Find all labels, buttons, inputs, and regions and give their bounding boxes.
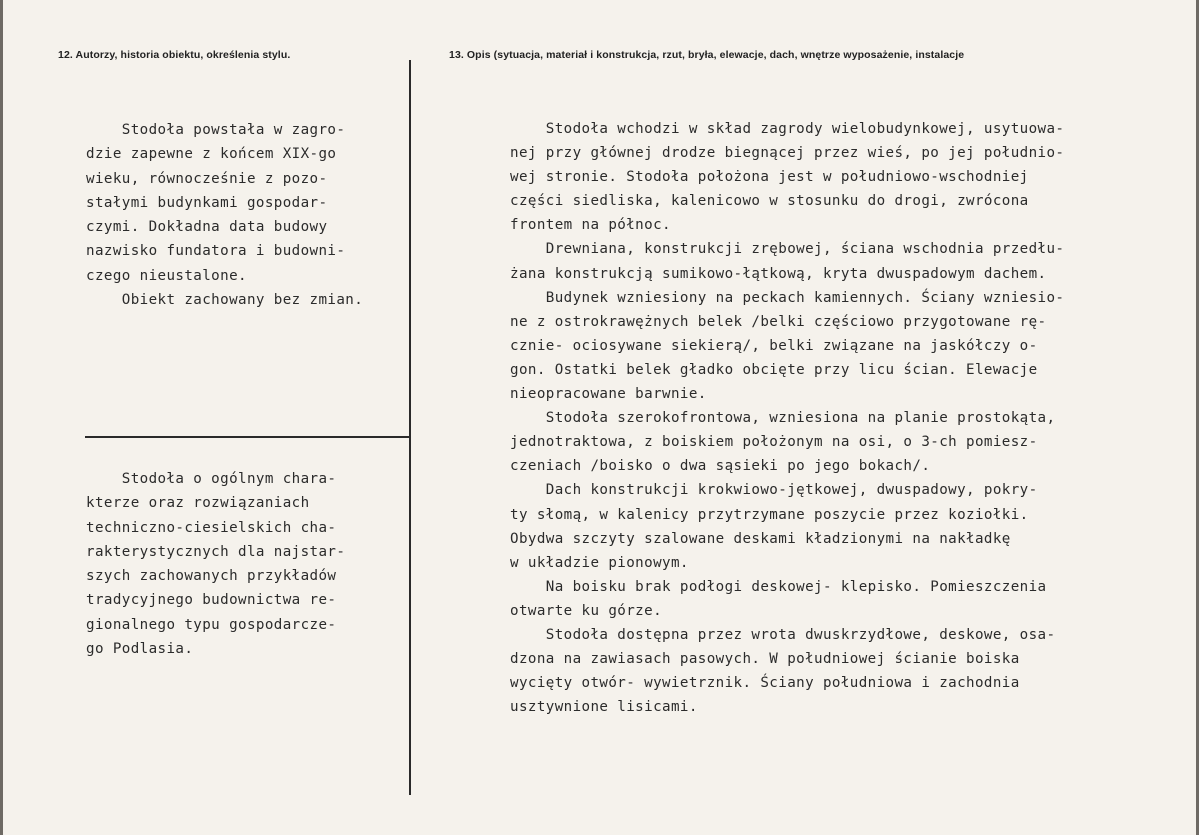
text-line: Stodoła szerokofrontowa, wzniesiona na planie prostokąta, — [510, 410, 1056, 427]
text-line: frontem na północ. — [510, 217, 671, 234]
text-line: czymi. Dokładna data budowy — [86, 219, 328, 236]
text-line: Stodoła o ogólnym chara- — [86, 471, 337, 487]
style-assessment-text — [86, 467, 345, 661]
text-line: czeniach /boisko o dwa sąsieki po jego bokach/. — [510, 458, 931, 475]
text-line: tradycyjnego budownictwa re- — [86, 592, 337, 609]
text-line: wej stronie. Stodoła położona jest w południowo-wschodniej — [510, 169, 1029, 186]
text-line: szych zachowanych przykładów — [86, 568, 337, 585]
text-line: rakterystycznych dla najstar- — [86, 543, 346, 560]
text-line: stałymi budynkami gospodar- — [86, 194, 328, 211]
text-line: Stodoła powstała w zagro- — [86, 122, 346, 138]
text-line: otwarte ku górze. — [510, 602, 663, 619]
text-line: Obiekt zachowany bez zmian. — [86, 292, 364, 309]
text-line: ty słomą, w kalenicy przytrzymane poszycie przez koziołki. — [510, 506, 1029, 523]
text-line: Obydwa szczyty szalowane deskami kładzionymi na nakładkę — [510, 530, 1011, 547]
text-line: go Podlasia. — [86, 641, 194, 658]
text-line: w układzie pionowym. — [510, 554, 689, 571]
text-line: czego nieustalone. — [86, 267, 247, 284]
text-line: żana konstrukcją sumikowo-łątkową, kryta dwuspadowym dachem. — [510, 265, 1047, 282]
text-line: Na boisku brak podłogi deskowej- klepisko. Pomieszczenia — [510, 578, 1047, 595]
text-line: wycięty otwór- wywietrznik. Ściany południowa i zachodnia — [510, 675, 1020, 692]
text-line: gionalnego typu gospodarcze- — [86, 616, 337, 633]
text-line: dzona na zawiasach pasowych. W południowej ścianie boiska — [510, 651, 1020, 668]
text-line: cznie- ociosywane siekierą/, belki związane na jaskółczy o- — [510, 337, 1038, 354]
text-line: wieku, równocześnie z pozo- — [86, 170, 328, 187]
text-line: Dach konstrukcji krokwiowo-jętkowej, dwuspadowy, pokry- — [510, 482, 1038, 499]
left-section-divider — [85, 436, 410, 438]
authors-history-text — [86, 118, 363, 312]
text-line: nieopracowane barwnie. — [510, 386, 707, 403]
text-line: jednotraktowa, z boiskiem położonym na osi, o 3-ch pomiesz- — [510, 434, 1038, 451]
text-line: Budynek wzniesiony na peckach kamiennych. Ściany wzniesio- — [510, 289, 1065, 306]
text-line: kterze oraz rozwiązaniach — [86, 495, 310, 512]
text-line: Drewniana, konstrukcji zrębowej, ściana wschodnia przedłu- — [510, 241, 1065, 258]
section-12-heading: 12. Autorzy, historia obiektu, określenia stylu. — [58, 49, 291, 61]
text-line: techniczno-ciesielskich cha- — [86, 519, 337, 536]
text-line: ne z ostrokrawężnych belek /belki częściowo przygotowane rę- — [510, 313, 1047, 330]
text-line: Stodoła dostępna przez wrota dwuskrzydłowe, deskowe, osa- — [510, 626, 1056, 643]
text-line: części siedliska, kalenicowo w stosunku do drogi, zwrócona — [510, 193, 1029, 210]
text-line: nej przy głównej drodze biegnącej przez wieś, po jej południo- — [510, 145, 1065, 162]
section-13-heading: 13. Opis (sytuacja, materiał i konstrukcja, rzut, bryła, elewacje, dach, wnętrze wyposażenie, instalacje — [449, 49, 965, 61]
text-line: nazwisko fundatora i budowni- — [86, 243, 346, 260]
text-line: dzie zapewne z końcem XIX-go — [86, 146, 337, 163]
column-divider — [409, 60, 411, 795]
text-line: gon. Ostatki belek gładko obcięte przy licu ścian. Elewacje — [510, 361, 1038, 378]
text-line: usztywnione lisicami. — [510, 699, 698, 716]
text-line: Stodoła wchodzi w skład zagrody wielobudynkowej, usytuowa- — [510, 121, 1065, 137]
description-text — [510, 117, 1064, 719]
